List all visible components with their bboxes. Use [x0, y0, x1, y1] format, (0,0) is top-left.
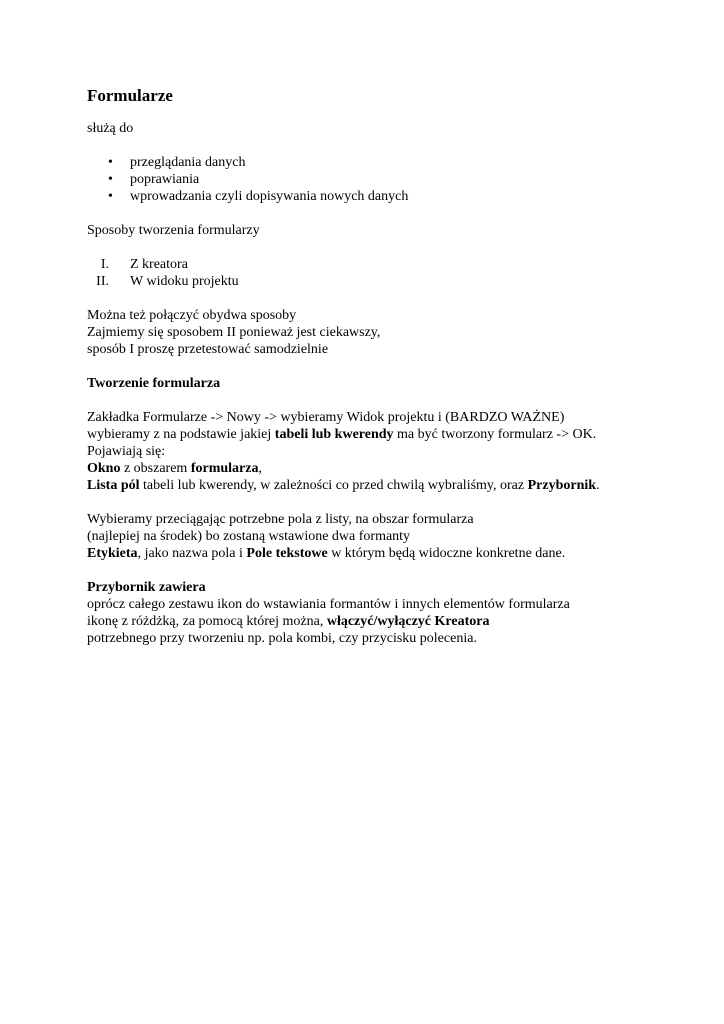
list-item-text: W widoku projektu: [130, 274, 239, 289]
bold-text: włączyć/wyłączyć Kreatora: [326, 614, 490, 629]
bullet-icon: •: [108, 155, 113, 170]
section-heading: [87, 579, 687, 596]
paragraph-line: Można też połączyć obydwa sposoby: [87, 308, 297, 323]
text-run: , jako nazwa pola i: [137, 546, 247, 561]
paragraph-line: Pojawiają się:: [87, 444, 166, 459]
bold-text: tabeli lub kwerendy: [274, 427, 394, 442]
list-item: [87, 154, 687, 171]
bold-text: Pole tekstowe: [246, 546, 328, 561]
spacer: [87, 494, 687, 511]
list-number: I.: [100, 257, 109, 272]
list-number: II.: [96, 274, 109, 289]
section-heading: [87, 375, 687, 392]
spacer: [87, 137, 687, 154]
paragraph-line: [87, 460, 687, 477]
document-page: [87, 86, 687, 647]
bold-text: Okno: [87, 461, 121, 476]
paragraph-line: [87, 477, 687, 494]
section-heading-text: Przybornik zawiera: [87, 580, 206, 595]
intro-text: służą do: [87, 121, 134, 136]
list-item: [87, 256, 687, 273]
text-run: ikonę z różdżką, za pomocą której można,: [87, 614, 327, 629]
bold-text: Etykieta: [87, 546, 138, 561]
spacer: [87, 358, 687, 375]
text-run: ma być tworzony formularz -> OK.: [393, 427, 597, 442]
paragraph-line: Wybieramy przeciągając potrzebne pola z listy, na obszar formularza: [87, 512, 474, 527]
paragraph-line: sposób I proszę przetestować samodzielnie: [87, 342, 329, 357]
text-run: w którym będą widoczne konkretne dane.: [327, 546, 566, 561]
paragraph-line: Zajmiemy się sposobem II ponieważ jest ciekawszy,: [87, 325, 381, 340]
text-run: ,: [258, 461, 262, 476]
uses-list: [87, 154, 687, 205]
list-item: [87, 273, 687, 290]
bullet-icon: •: [108, 189, 113, 204]
methods-list: [87, 256, 687, 290]
text-run: .: [596, 478, 600, 493]
paragraph-line: (najlepiej na środek) bo zostaną wstawione dwa formanty: [87, 529, 411, 544]
text-run: z obszarem: [120, 461, 191, 476]
list-item-text: Z kreatora: [130, 257, 188, 272]
spacer: [87, 290, 687, 307]
paragraph-line: Zakładka Formularze -> Nowy -> wybieramy Widok projektu i (BARDZO WAŻNE): [87, 410, 565, 425]
spacer: [87, 239, 687, 256]
spacer: [87, 392, 687, 409]
methods-heading: Sposoby tworzenia formularzy: [87, 223, 260, 238]
bullet-icon: •: [108, 172, 113, 187]
bold-text: Lista pól: [87, 478, 140, 493]
bold-text: Przybornik: [527, 478, 597, 493]
paragraph-line: [87, 545, 687, 562]
list-item: [87, 171, 687, 188]
paragraph-line: potrzebnego przy tworzeniu np. pola kombi, czy przycisku polecenia.: [87, 631, 477, 646]
text-run: wybieramy z na podstawie jakiej: [87, 427, 275, 442]
list-item-text: poprawiania: [130, 172, 200, 187]
section-heading-text: Tworzenie formularza: [87, 376, 221, 391]
list-item: [87, 188, 687, 205]
spacer: [87, 205, 687, 222]
bold-text: formularza: [190, 461, 259, 476]
list-item-text: przeglądania danych: [130, 155, 246, 170]
list-item-text: wprowadzania czyli dopisywania nowych danych: [130, 189, 409, 204]
paragraph-line: oprócz całego zestawu ikon do wstawiania formantów i innych elementów formularza: [87, 597, 570, 612]
spacer: [87, 562, 687, 579]
paragraph-line: [87, 426, 687, 443]
document-title: Formularze: [87, 86, 173, 105]
paragraph-line: [87, 613, 687, 630]
text-run: tabeli lub kwerendy, w zależności co przed chwilą wybraliśmy, oraz: [139, 478, 528, 493]
